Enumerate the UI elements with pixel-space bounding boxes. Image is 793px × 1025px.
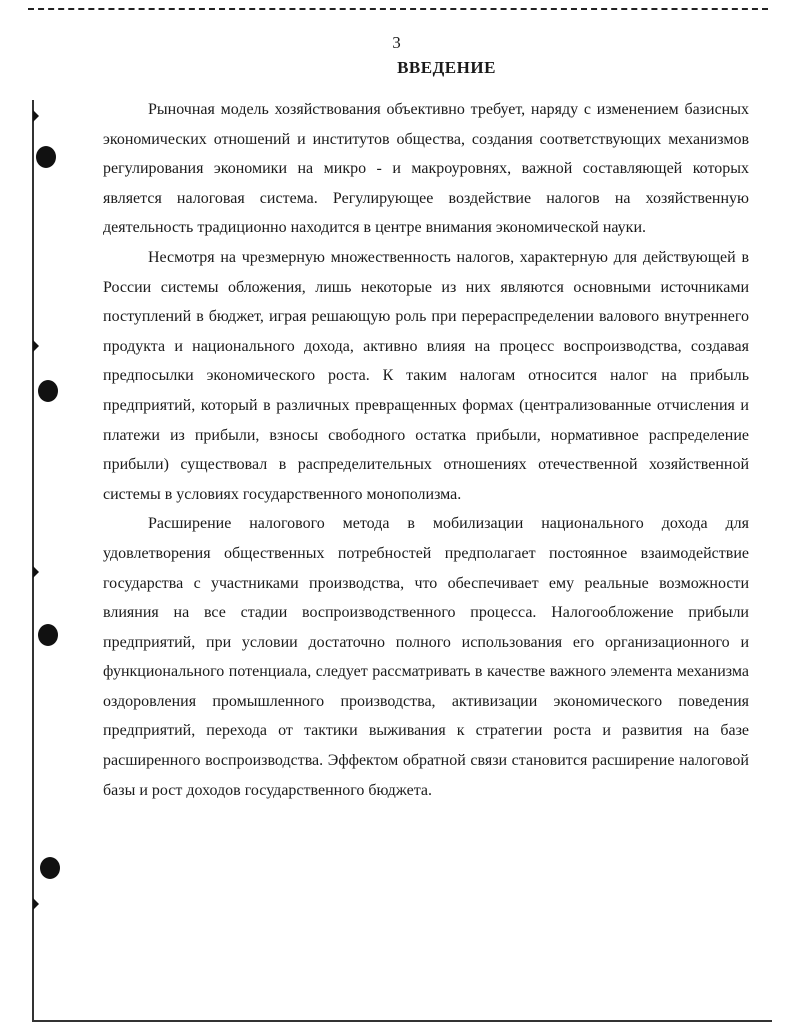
scan-mark — [33, 110, 39, 122]
paragraph: Расширение налогового метода в мобилизации национального дохода для удовлетворения общественных потребностей предполагает постоянное взаимодействие государства с участниками производства, что обеспечивает ему реальные возможности влияния на все стадии воспроизводственного процесса. Налогообложение прибыли предприятий, при условии достаточно полного использования его организационного и функционального потенциала, следует рассматривать в качестве важного элемента механизма оздоровления промышленного производства, активизации экономического поведения предприятий, перехода от тактики выживания к стратегии роста и развития на базе расширенного воспроизводства. Эффектом обратной связи становится расширение налоговой базы и рост доходов государственного бюджета. — [103, 515, 749, 799]
scan-bottom-border — [32, 1020, 772, 1022]
paragraph: Рыночная модель хозяйствования объективно требует, наряду с изменением базисных экономических отношений и институтов общества, создания соответствующих механизмов регулирования экономики на микро - и макроуровнях, важной составляющей которых является налоговая система. Регулирующее воздействие налогов на хозяйственную деятельность традиционно находится в центре внимания экономической науки. — [103, 101, 749, 237]
punch-hole — [38, 380, 58, 402]
scan-left-border — [32, 100, 34, 1020]
document-body — [103, 95, 749, 805]
punch-hole — [40, 857, 60, 879]
page-title: ВВЕДЕНИЕ — [397, 58, 496, 77]
scan-mark — [33, 340, 39, 352]
page-number: 3 — [392, 33, 401, 52]
punch-hole — [38, 624, 58, 646]
scan-top-border — [28, 8, 768, 10]
paragraph: Несмотря на чрезмерную множественность налогов, характерную для действующей в России системы обложения, лишь некоторые из них являются основными источниками поступлений в бюджет, играя решающую роль при перераспределении валового внутреннего продукта и национального дохода, активно влияя на процесс воспроизводства, создавая предпосылки экономического роста. К таким налогам относится налог на прибыль предприятий, который в различных превращенных формах (централизованные отчисления и платежи из прибыли, взносы свободного остатка прибыли, нормативное распределение прибыли) существовал в распределительных отношениях отечественной хозяйственной системы в условиях государственного монополизма. — [103, 248, 749, 503]
scan-mark — [33, 566, 39, 578]
scan-mark — [33, 898, 39, 910]
punch-hole — [36, 146, 56, 168]
